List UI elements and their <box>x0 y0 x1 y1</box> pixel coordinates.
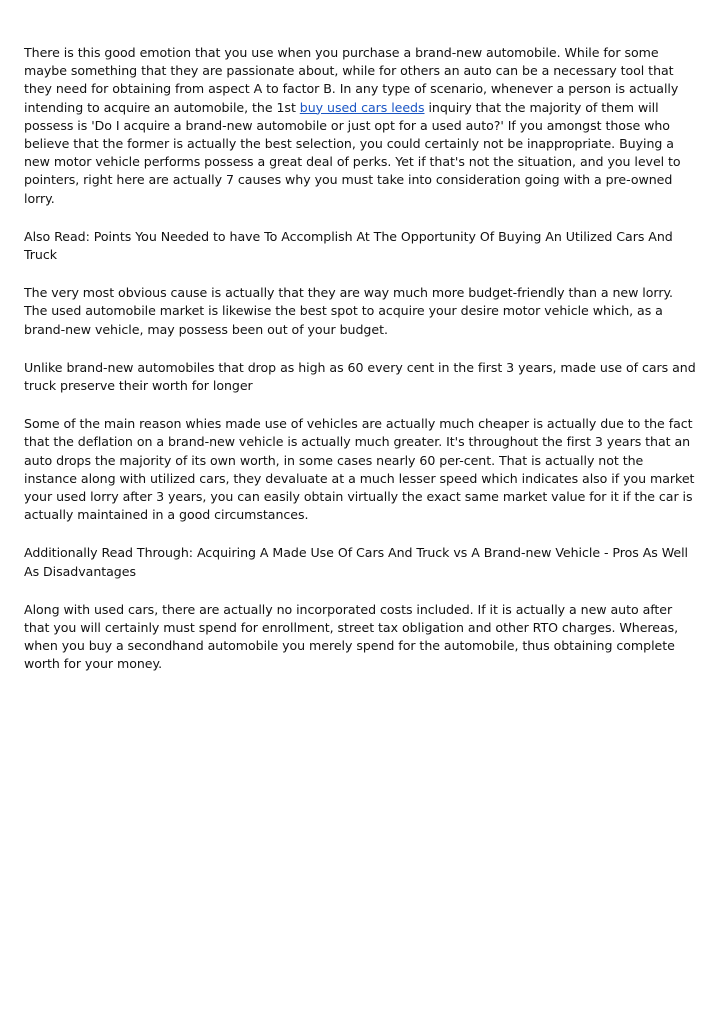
intro-paragraph <box>24 44 696 208</box>
intro-text-end: inquiry that the majority of them will possess is 'Do I acquire a brand-new automobile or just opt for a used auto?' If you amongst those who believe that the former is actually the best selection, you could certainly not be inappropriate. Buying a new motor vehicle performs possess a great deal of perks. Yet if that's not the situation, and you level to pointers, right here are actually 7 causes why you must take into consideration going with a pre-owned lorry. <box>24 99 681 206</box>
also-read-paragraph: Also Read: Points You Needed to have To Accomplish At The Opportunity Of Buying An Utilized Cars And Truck <box>24 228 673 263</box>
intro-text-start: There is this good emotion that you use when you purchase a brand-new automobile. While for some maybe something that they are passionate about, while for others an auto can be a necessary tool that they need for obtaining from aspect A to factor B. In any type of scenario, whenever a person is actually intending to acquire an automobile, the 1st <box>24 45 679 115</box>
worth-paragraph: Unlike brand-new automobiles that drop as high as 60 every cent in the first 3 years, made use of cars and truck preserve their worth for longer <box>24 359 696 394</box>
additionally-read-paragraph: Additionally Read Through: Acquiring A Made Use Of Cars And Truck vs A Brand-new Vehicle - Pros As Well As Disadvantages <box>24 545 688 579</box>
deflation-paragraph: Some of the main reason whies made use of vehicles are actually much cheaper is actually due to the fact that the deflation on a brand-new vehicle is actually much greater. It's throughout the first 3 years that an auto drops the majority of its own worth, in some cases nearly 60 per-cent. That is actually not the instance along with utilized cars, they devaluate at a much lesser speed which indicates also if you market your used lorry after 3 years, you can easily obtain virtually the exact same market value for it if the car is actually maintained in a good circumstances. <box>24 416 695 523</box>
budget-paragraph: The very most obvious cause is actually that they are way much more budget-friendly than a new lorry. The used automobile market is likewise the best spot to acquire your desire motor vehicle which, as a brand-new vehicle, may possess been out of your budget. <box>24 285 674 337</box>
article-body <box>24 44 696 694</box>
costs-paragraph: Along with used cars, there are actually no incorporated costs included. If it is actually a new auto after that you will certainly must spend for enrollment, street tax obligation and other RTO charges. Whereas, when you buy a secondhand automobile you merely spend for the automobile, thus obtaining complete worth for your money. <box>24 601 679 672</box>
buy-used-cars-link[interactable]: buy used cars leeds <box>299 99 425 115</box>
